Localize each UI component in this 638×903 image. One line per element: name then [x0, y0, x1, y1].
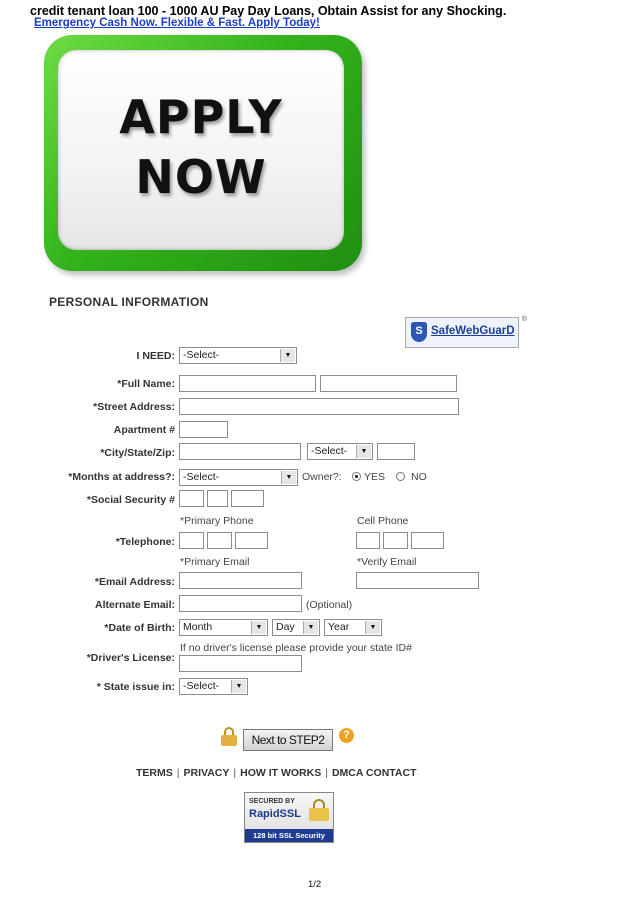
owner-yes-label: YES — [364, 471, 386, 483]
label-full-name: *Full Name: — [117, 378, 175, 390]
rapidssl-seal[interactable] — [244, 792, 334, 843]
help-icon[interactable]: ? — [339, 728, 354, 743]
alternate-email-input[interactable] — [179, 595, 302, 612]
label-state-issue: * State issue in: — [96, 681, 175, 693]
privacy-link[interactable]: PRIVACY — [183, 767, 230, 779]
apartment-input[interactable] — [179, 421, 228, 438]
next-step-button[interactable]: Next to STEP2 — [243, 729, 333, 751]
verify-email-caption: *Verify Email — [357, 556, 417, 568]
ssl-strength: 128 bit SSL Security — [245, 829, 333, 842]
chevron-down-icon: ▼ — [365, 621, 380, 634]
cell-line-input[interactable] — [411, 532, 444, 549]
terms-link[interactable]: TERMS — [136, 767, 173, 779]
chevron-down-icon: ▼ — [231, 680, 246, 693]
state-select-value: -Select- — [311, 445, 348, 457]
first-name-input[interactable] — [179, 375, 316, 392]
chevron-down-icon: ▼ — [356, 445, 371, 458]
label-i-need: I NEED: — [136, 350, 175, 362]
license-note: If no driver's license please provide your state ID# — [180, 642, 412, 654]
ssn-part1-input[interactable] — [179, 490, 204, 507]
phone-area-input[interactable] — [179, 532, 204, 549]
apply-now-face[interactable] — [58, 50, 344, 250]
last-name-input[interactable] — [320, 375, 457, 392]
label-ssn: *Social Security # — [86, 494, 175, 506]
footer-links: TERMS | PRIVACY | HOW IT WORKS | DMCA CONTACT — [136, 767, 417, 779]
registered-mark: ® — [521, 316, 527, 323]
how-it-works-link[interactable]: HOW IT WORKS — [240, 767, 322, 779]
label-street-address: *Street Address: — [93, 401, 175, 413]
ssn-part2-input[interactable] — [207, 490, 228, 507]
chevron-down-icon: ▼ — [303, 621, 318, 634]
page-headline: credit tenant loan 100 - 1000 AU Pay Day Loans, Obtain Assist for any Shocking. — [30, 4, 507, 18]
dmca-contact-link[interactable]: DMCA CONTACT — [331, 767, 417, 779]
drivers-license-input[interactable] — [179, 655, 302, 672]
chevron-down-icon: ▼ — [281, 471, 296, 484]
cell-phone-caption: Cell Phone — [357, 515, 409, 527]
dob-month-select[interactable] — [179, 619, 268, 636]
months-select-value: -Select- — [183, 471, 220, 483]
label-owner: Owner?: — [302, 471, 342, 483]
email-input[interactable] — [179, 572, 302, 589]
owner-no-label: NO — [411, 471, 427, 483]
street-address-input[interactable] — [179, 398, 459, 415]
chevron-down-icon: ▼ — [280, 349, 295, 362]
section-title: PERSONAL INFORMATION — [49, 295, 209, 309]
ssl-brand: RapidSSL — [249, 808, 301, 820]
safewebguard-label: SafeWebGuarD — [431, 325, 515, 337]
padlock-icon — [309, 799, 329, 821]
apply-now-line2: NOW — [135, 150, 267, 204]
page-number: 1/2 — [308, 879, 322, 890]
label-alternate-email: Alternate Email: — [95, 599, 175, 611]
cell-area-input[interactable] — [356, 532, 380, 549]
dob-day-value: Day — [276, 621, 295, 633]
state-select[interactable] — [307, 443, 373, 460]
primary-phone-caption: *Primary Phone — [180, 515, 254, 527]
label-telephone: *Telephone: — [115, 536, 175, 548]
verify-email-input[interactable] — [356, 572, 479, 589]
shield-icon: S — [411, 322, 427, 342]
lock-icon — [221, 727, 237, 746]
state-issue-select[interactable] — [179, 678, 248, 695]
label-drivers-license: *Driver's License: — [86, 652, 175, 664]
primary-email-caption: *Primary Email — [180, 556, 250, 568]
dob-year-value: Year — [328, 621, 350, 633]
ssn-part3-input[interactable] — [231, 490, 264, 507]
cell-prefix-input[interactable] — [383, 532, 408, 549]
chevron-down-icon: ▼ — [251, 621, 266, 634]
optional-note: (Optional) — [306, 599, 353, 611]
dob-month-value: Month — [183, 621, 213, 633]
ssl-secured-by: SECURED BY — [249, 798, 295, 805]
phone-prefix-input[interactable] — [207, 532, 232, 549]
owner-no-radio[interactable] — [396, 472, 405, 481]
label-months-at-address: *Months at address?: — [68, 471, 175, 483]
i-need-select[interactable] — [179, 347, 297, 364]
apply-now-line1: APPLY — [119, 90, 283, 144]
city-input[interactable] — [179, 443, 301, 460]
emergency-cash-link[interactable]: Emergency Cash Now. Flexible & Fast. Apply Today! — [34, 17, 320, 29]
label-city-state-zip: *City/State/Zip: — [100, 447, 175, 459]
label-email-address: *Email Address: — [94, 576, 175, 588]
safewebguard-badge[interactable] — [405, 316, 527, 348]
owner-yes-radio[interactable] — [352, 472, 361, 481]
dob-day-select[interactable] — [272, 619, 320, 636]
label-apartment: Apartment # — [113, 424, 175, 436]
dob-year-select[interactable] — [324, 619, 382, 636]
phone-line-input[interactable] — [235, 532, 268, 549]
i-need-value: -Select- — [183, 349, 220, 361]
months-select[interactable] — [179, 469, 298, 486]
zip-input[interactable] — [377, 443, 415, 460]
state-issue-value: -Select- — [183, 680, 220, 692]
label-dob: *Date of Birth: — [104, 622, 175, 634]
